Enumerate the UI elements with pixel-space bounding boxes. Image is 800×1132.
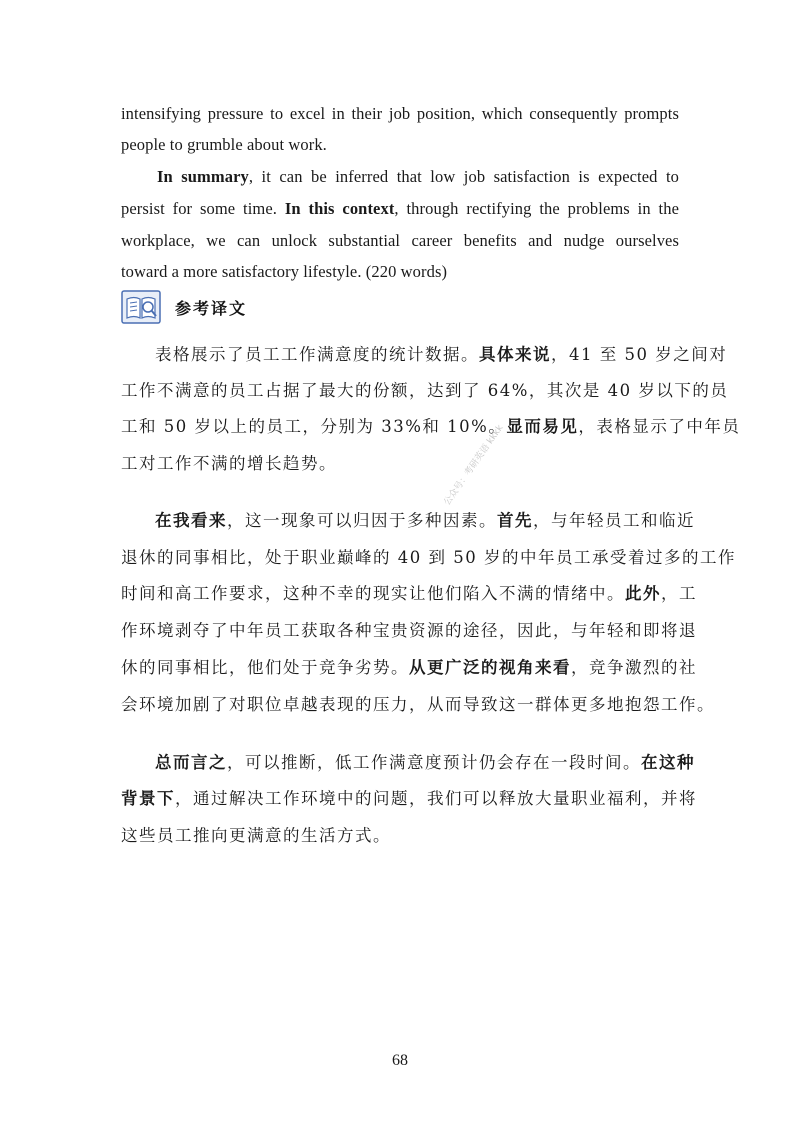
english-text: , through rectifying the problems in the bbox=[394, 199, 679, 218]
chinese-text: 休的同事相比，他们处于竞争劣势。 bbox=[121, 658, 409, 677]
section-heading bbox=[121, 290, 247, 324]
english-text: , it can be inferred that low job satisfaction is expected to bbox=[248, 167, 679, 186]
english-line: toward a more satisfactory lifestyle. (220 words) bbox=[121, 262, 448, 281]
chinese-line bbox=[121, 657, 697, 679]
chinese-line bbox=[121, 416, 741, 438]
chinese-bold-phrase: 在我看来 bbox=[155, 511, 227, 530]
chinese-line bbox=[121, 825, 679, 847]
chinese-text: 作环境剥夺了中年员工获取各种宝贵资源的途径，因此，与年轻和即将退 bbox=[121, 621, 697, 640]
chinese-bold-phrase: 首先 bbox=[497, 511, 533, 530]
chinese-text: 工对工作不满的增长趋势。 bbox=[121, 454, 337, 473]
chinese-bold-phrase: 在这种 bbox=[641, 753, 695, 772]
chinese-text: ，通过解决工作环境中的问题，我们可以释放大量职业福利，并将 bbox=[175, 789, 697, 808]
watermark: 公众号：考研英语 kkkk bbox=[442, 423, 506, 508]
chinese-line bbox=[121, 583, 697, 605]
chinese-line bbox=[121, 788, 697, 810]
english-line bbox=[121, 199, 679, 219]
chinese-text: 会环境加剧了对职位卓越表现的压力，从而导致这一群体更多地抱怨工作。 bbox=[121, 695, 715, 714]
page-number: 68 bbox=[392, 1052, 408, 1069]
chinese-text: 工作不满意的员工占据了最大的份额，达到了 64%，其次是 40 岁以下的员 bbox=[121, 381, 729, 400]
chinese-text: 工和 50 岁以上的员工，分别为 33%和 10%。 bbox=[121, 417, 507, 436]
chinese-bold-phrase: 此外 bbox=[625, 584, 661, 603]
chinese-line bbox=[155, 344, 728, 366]
chinese-line bbox=[121, 380, 729, 402]
english-line: people to grumble about work. bbox=[121, 135, 327, 154]
chinese-bold-phrase: 背景下 bbox=[121, 789, 175, 808]
chinese-text: 这些员工推向更满意的生活方式。 bbox=[121, 826, 391, 845]
chinese-line bbox=[121, 694, 715, 716]
summary-bold: In summary bbox=[157, 167, 249, 186]
chinese-line bbox=[121, 453, 679, 475]
chinese-text: ，竞争激烈的社 bbox=[571, 658, 697, 677]
chinese-text: ，这一现象可以归因于多种因素。 bbox=[227, 511, 497, 530]
chinese-line bbox=[121, 547, 736, 569]
section-title: 参考译文 bbox=[175, 298, 248, 318]
book-magnifier-icon bbox=[121, 290, 161, 324]
chinese-line bbox=[155, 752, 695, 774]
english-text: persist for some time. bbox=[121, 199, 285, 218]
context-bold: In this context bbox=[284, 199, 395, 218]
chinese-bold-phrase: 从更广泛的视角来看 bbox=[409, 658, 571, 677]
chinese-line bbox=[121, 620, 697, 642]
chinese-text: 时间和高工作要求，这种不幸的现实让他们陷入不满的情绪中。 bbox=[121, 584, 625, 603]
chinese-bold-phrase: 显而易见 bbox=[506, 417, 579, 436]
english-line: workplace, we can unlock substantial career benefits and nudge ourselves bbox=[121, 231, 679, 250]
chinese-text: ，41 至 50 岁之间对 bbox=[551, 345, 728, 364]
chinese-text: ，工 bbox=[661, 584, 697, 603]
chinese-bold-phrase: 具体来说 bbox=[479, 345, 551, 364]
chinese-text: 表格展示了员工工作满意度的统计数据。 bbox=[155, 345, 479, 364]
english-line: intensifying pressure to excel in their job position, which consequently prompts bbox=[121, 104, 679, 123]
chinese-text: ，可以推断，低工作满意度预计仍会存在一段时间。 bbox=[227, 753, 641, 772]
english-line bbox=[157, 167, 679, 187]
chinese-text: 退休的同事相比，处于职业巅峰的 40 到 50 岁的中年员工承受着过多的工作 bbox=[121, 548, 736, 567]
chinese-line bbox=[155, 510, 695, 532]
chinese-text: ，表格显示了中年员 bbox=[578, 417, 741, 436]
chinese-bold-phrase: 总而言之 bbox=[155, 753, 227, 772]
chinese-text: ，与年轻员工和临近 bbox=[533, 511, 695, 530]
